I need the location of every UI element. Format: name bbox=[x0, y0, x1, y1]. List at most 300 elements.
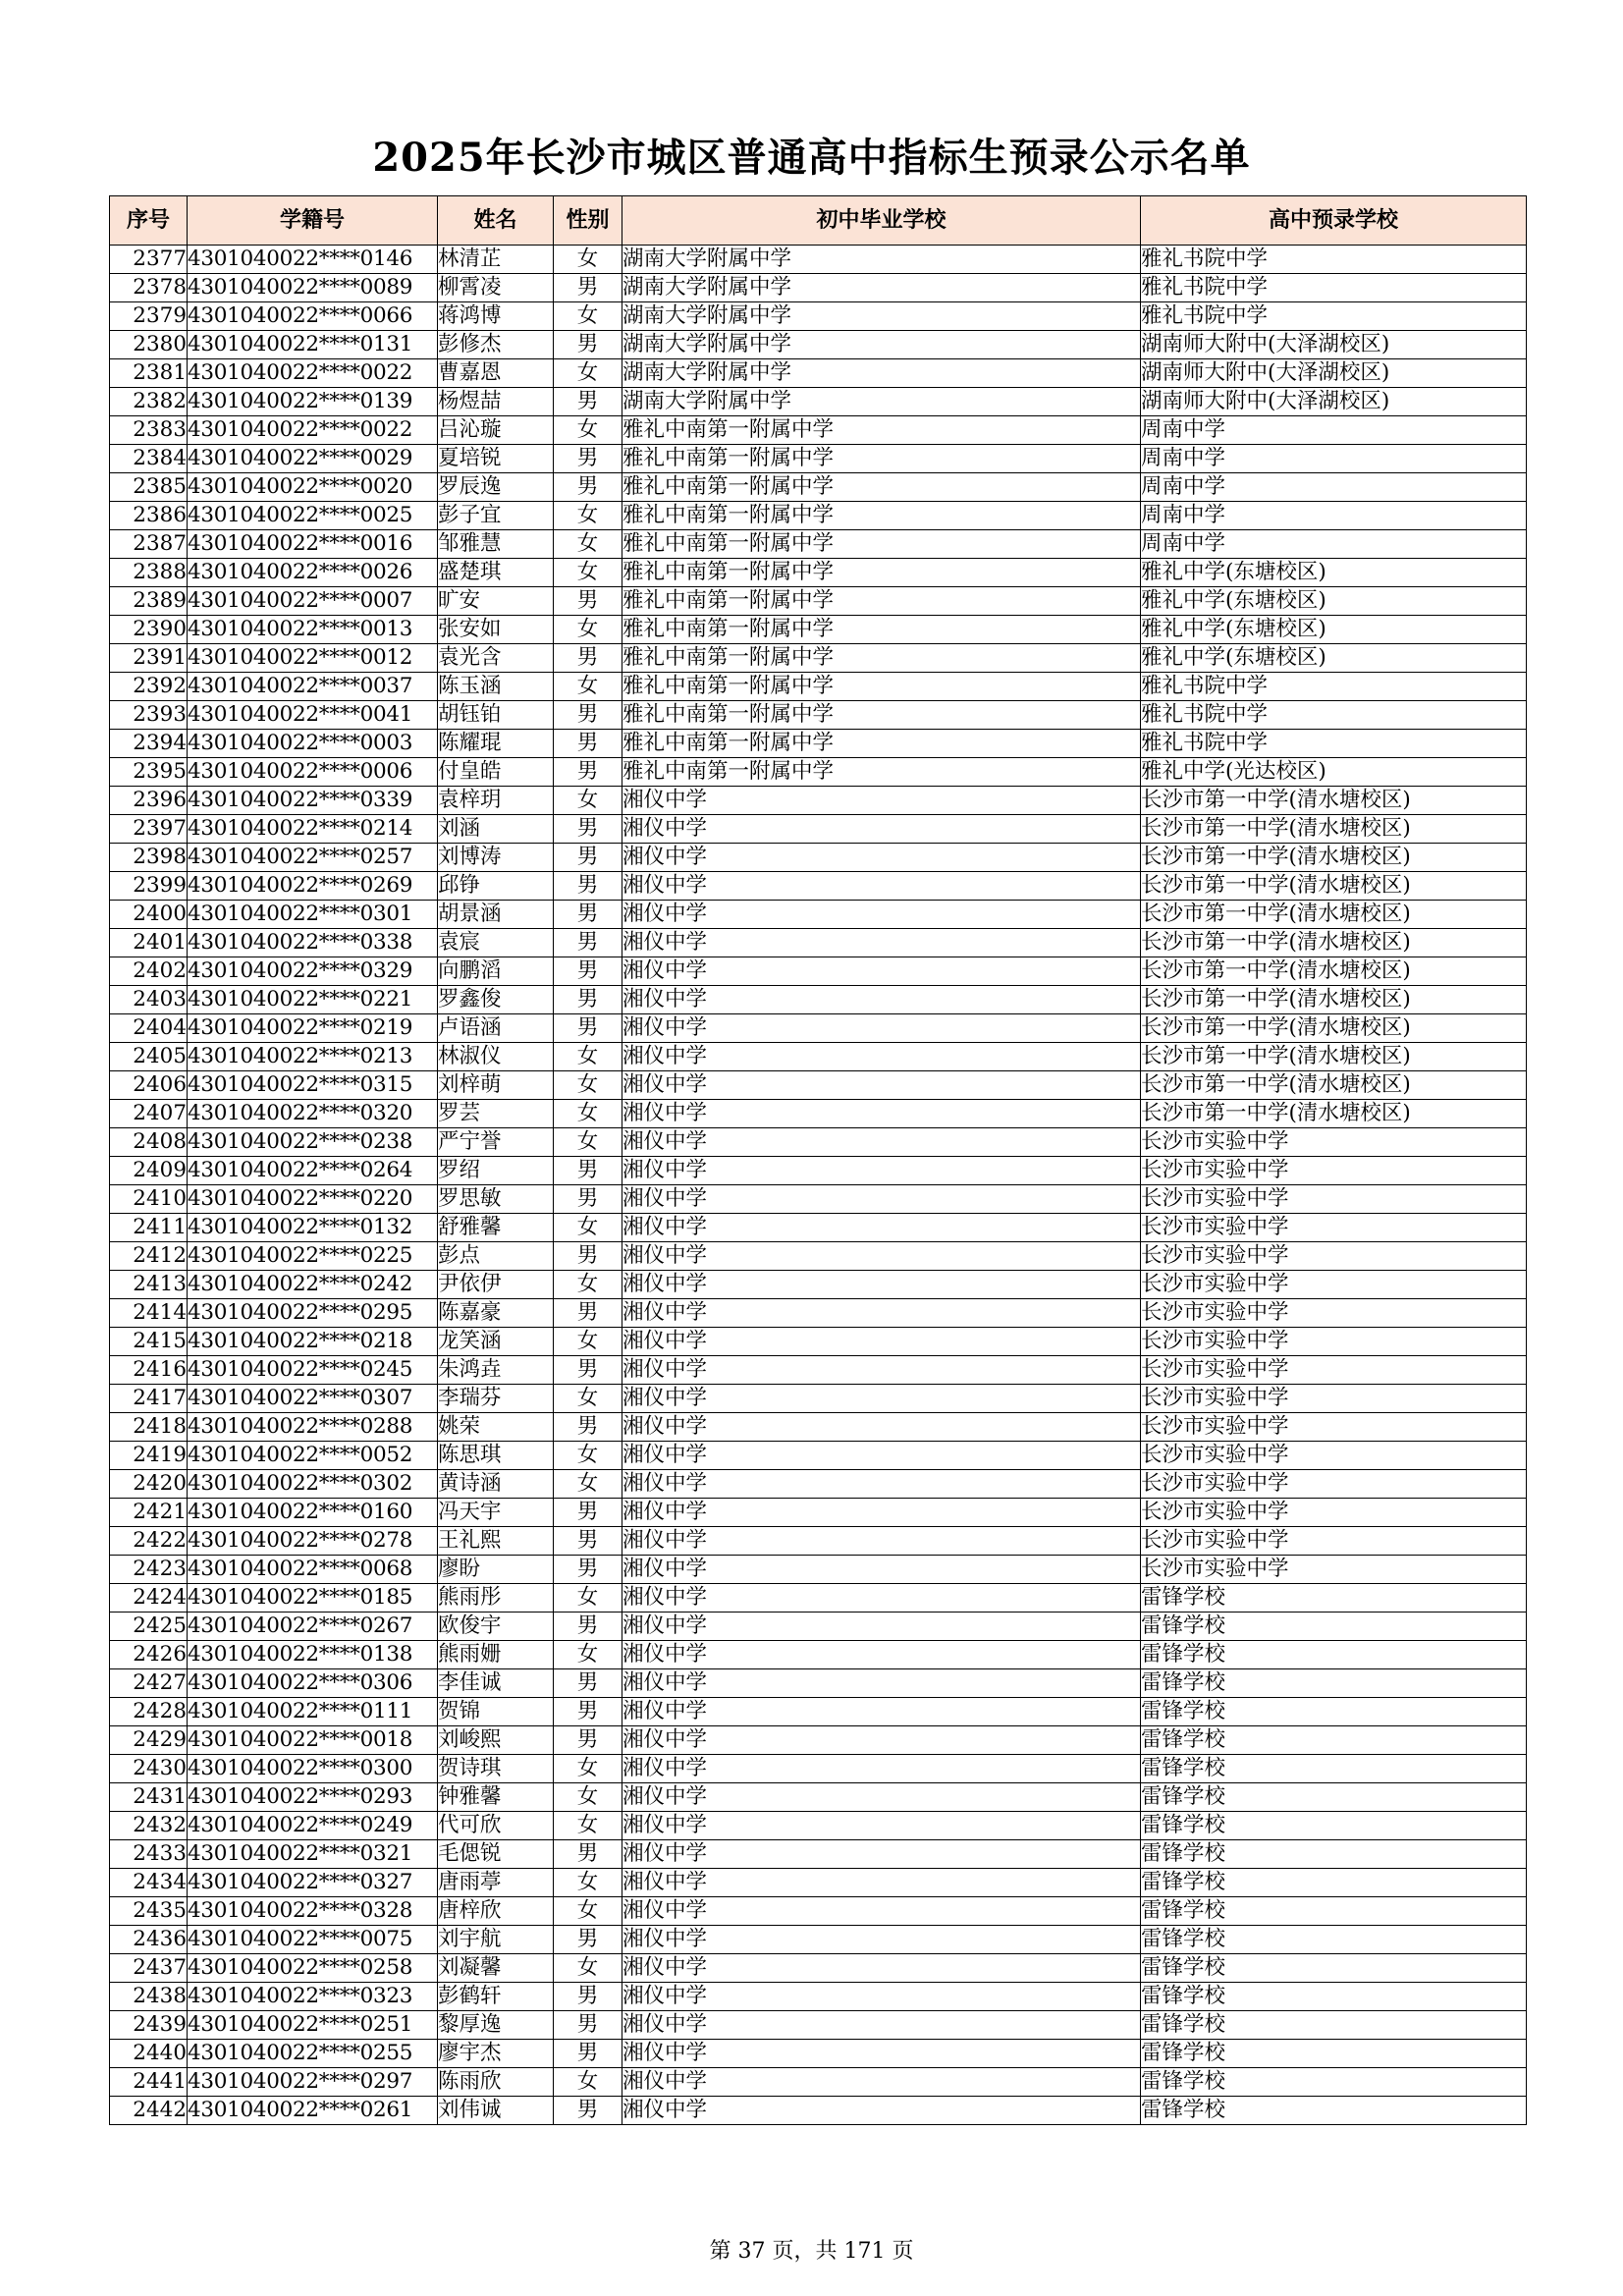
cell-student-id: 4301040022****0288 bbox=[188, 1413, 438, 1442]
cell-high-school: 长沙市第一中学(清水塘校区) bbox=[1141, 872, 1527, 901]
cell-gender: 女 bbox=[554, 1071, 622, 1100]
cell-student-id: 4301040022****0301 bbox=[188, 901, 438, 929]
cell-high-school: 雅礼中学(东塘校区) bbox=[1141, 587, 1527, 616]
cell-high-school: 雅礼中学(东塘校区) bbox=[1141, 616, 1527, 644]
cell-middle-school: 湘仪中学 bbox=[622, 1071, 1141, 1100]
cell-student-id: 4301040022****0339 bbox=[188, 787, 438, 815]
cell-middle-school: 湘仪中学 bbox=[622, 1926, 1141, 1954]
cell-seq: 2427 bbox=[110, 1669, 188, 1698]
cell-middle-school: 湘仪中学 bbox=[622, 1698, 1141, 1726]
table-row bbox=[110, 957, 1527, 986]
cell-name: 代可欣 bbox=[438, 1812, 554, 1840]
cell-name: 彭鹤轩 bbox=[438, 1983, 554, 2011]
cell-high-school: 周南中学 bbox=[1141, 416, 1527, 445]
cell-middle-school: 湖南大学附属中学 bbox=[622, 274, 1141, 302]
cell-gender: 女 bbox=[554, 1812, 622, 1840]
cell-high-school: 湖南师大附中(大泽湖校区) bbox=[1141, 359, 1527, 388]
cell-name: 胡钰铂 bbox=[438, 701, 554, 730]
table-row bbox=[110, 1071, 1527, 1100]
cell-name: 旷安 bbox=[438, 587, 554, 616]
table-row bbox=[110, 872, 1527, 901]
cell-gender: 女 bbox=[554, 1385, 622, 1413]
table-row bbox=[110, 644, 1527, 673]
cell-seq: 2392 bbox=[110, 673, 188, 701]
table-row bbox=[110, 616, 1527, 644]
cell-gender: 女 bbox=[554, 1641, 622, 1669]
cell-gender: 女 bbox=[554, 1897, 622, 1926]
cell-high-school: 周南中学 bbox=[1141, 530, 1527, 559]
cell-student-id: 4301040022****0307 bbox=[188, 1385, 438, 1413]
cell-high-school: 长沙市实验中学 bbox=[1141, 1499, 1527, 1527]
cell-gender: 男 bbox=[554, 2040, 622, 2068]
cell-seq: 2425 bbox=[110, 1613, 188, 1641]
cell-high-school: 雷锋学校 bbox=[1141, 1726, 1527, 1755]
cell-high-school: 雷锋学校 bbox=[1141, 1869, 1527, 1897]
table-row bbox=[110, 673, 1527, 701]
cell-seq: 2402 bbox=[110, 957, 188, 986]
table-row bbox=[110, 1499, 1527, 1527]
cell-middle-school: 雅礼中南第一附属中学 bbox=[622, 530, 1141, 559]
cell-gender: 女 bbox=[554, 1869, 622, 1897]
cell-high-school: 周南中学 bbox=[1141, 473, 1527, 502]
cell-high-school: 雅礼书院中学 bbox=[1141, 673, 1527, 701]
cell-high-school: 长沙市实验中学 bbox=[1141, 1128, 1527, 1157]
table-row bbox=[110, 1527, 1527, 1556]
cell-seq: 2430 bbox=[110, 1755, 188, 1783]
cell-name: 贺锦 bbox=[438, 1698, 554, 1726]
cell-student-id: 4301040022****0041 bbox=[188, 701, 438, 730]
cell-student-id: 4301040022****0213 bbox=[188, 1043, 438, 1071]
cell-name: 曹嘉恩 bbox=[438, 359, 554, 388]
cell-seq: 2416 bbox=[110, 1356, 188, 1385]
cell-high-school: 雷锋学校 bbox=[1141, 1584, 1527, 1613]
cell-middle-school: 雅礼中南第一附属中学 bbox=[622, 673, 1141, 701]
cell-high-school: 湖南师大附中(大泽湖校区) bbox=[1141, 388, 1527, 416]
cell-name: 刘梓萌 bbox=[438, 1071, 554, 1100]
cell-high-school: 长沙市实验中学 bbox=[1141, 1556, 1527, 1584]
cell-high-school: 长沙市第一中学(清水塘校区) bbox=[1141, 957, 1527, 986]
cell-student-id: 4301040022****0238 bbox=[188, 1128, 438, 1157]
cell-gender: 男 bbox=[554, 730, 622, 758]
cell-middle-school: 湖南大学附属中学 bbox=[622, 359, 1141, 388]
cell-middle-school: 湘仪中学 bbox=[622, 1641, 1141, 1669]
cell-student-id: 4301040022****0075 bbox=[188, 1926, 438, 1954]
column-header-middle-school: 初中毕业学校 bbox=[622, 196, 1141, 246]
cell-gender: 男 bbox=[554, 1413, 622, 1442]
cell-name: 黄诗涵 bbox=[438, 1470, 554, 1499]
cell-seq: 2405 bbox=[110, 1043, 188, 1071]
cell-seq: 2415 bbox=[110, 1328, 188, 1356]
cell-middle-school: 湘仪中学 bbox=[622, 1983, 1141, 2011]
cell-high-school: 雷锋学校 bbox=[1141, 1669, 1527, 1698]
cell-student-id: 4301040022****0146 bbox=[188, 246, 438, 274]
cell-student-id: 4301040022****0026 bbox=[188, 559, 438, 587]
cell-gender: 男 bbox=[554, 1014, 622, 1043]
cell-seq: 2426 bbox=[110, 1641, 188, 1669]
cell-name: 柳霄凌 bbox=[438, 274, 554, 302]
cell-high-school: 雅礼书院中学 bbox=[1141, 246, 1527, 274]
cell-middle-school: 湘仪中学 bbox=[622, 1584, 1141, 1613]
table-row bbox=[110, 274, 1527, 302]
cell-middle-school: 湘仪中学 bbox=[622, 1242, 1141, 1271]
table-row bbox=[110, 844, 1527, 872]
cell-name: 唐雨葶 bbox=[438, 1869, 554, 1897]
cell-seq: 2386 bbox=[110, 502, 188, 530]
cell-seq: 2408 bbox=[110, 1128, 188, 1157]
cell-middle-school: 湖南大学附属中学 bbox=[622, 246, 1141, 274]
cell-gender: 女 bbox=[554, 246, 622, 274]
cell-student-id: 4301040022****0214 bbox=[188, 815, 438, 844]
cell-gender: 女 bbox=[554, 1271, 622, 1299]
table-row bbox=[110, 2097, 1527, 2125]
cell-high-school: 长沙市第一中学(清水塘校区) bbox=[1141, 1100, 1527, 1128]
cell-student-id: 4301040022****0022 bbox=[188, 416, 438, 445]
cell-seq: 2403 bbox=[110, 986, 188, 1014]
cell-seq: 2388 bbox=[110, 559, 188, 587]
cell-name: 李佳诚 bbox=[438, 1669, 554, 1698]
column-header-seq: 序号 bbox=[110, 196, 188, 246]
cell-gender: 女 bbox=[554, 302, 622, 331]
cell-middle-school: 雅礼中南第一附属中学 bbox=[622, 701, 1141, 730]
column-header-student-id: 学籍号 bbox=[188, 196, 438, 246]
cell-high-school: 长沙市实验中学 bbox=[1141, 1413, 1527, 1442]
cell-gender: 女 bbox=[554, 1442, 622, 1470]
cell-student-id: 4301040022****0013 bbox=[188, 616, 438, 644]
cell-name: 邹雅慧 bbox=[438, 530, 554, 559]
cell-name: 蒋鸿博 bbox=[438, 302, 554, 331]
table-row bbox=[110, 1869, 1527, 1897]
cell-middle-school: 雅礼中南第一附属中学 bbox=[622, 559, 1141, 587]
cell-middle-school: 湘仪中学 bbox=[622, 1840, 1141, 1869]
cell-seq: 2393 bbox=[110, 701, 188, 730]
cell-seq: 2412 bbox=[110, 1242, 188, 1271]
cell-student-id: 4301040022****0029 bbox=[188, 445, 438, 473]
cell-student-id: 4301040022****0295 bbox=[188, 1299, 438, 1328]
table-row bbox=[110, 388, 1527, 416]
cell-high-school: 长沙市第一中学(清水塘校区) bbox=[1141, 815, 1527, 844]
cell-student-id: 4301040022****0225 bbox=[188, 1242, 438, 1271]
cell-high-school: 长沙市实验中学 bbox=[1141, 1271, 1527, 1299]
cell-seq: 2414 bbox=[110, 1299, 188, 1328]
cell-middle-school: 雅礼中南第一附属中学 bbox=[622, 502, 1141, 530]
cell-high-school: 雷锋学校 bbox=[1141, 2068, 1527, 2097]
cell-high-school: 长沙市实验中学 bbox=[1141, 1442, 1527, 1470]
cell-gender: 女 bbox=[554, 1043, 622, 1071]
cell-high-school: 雷锋学校 bbox=[1141, 1926, 1527, 1954]
cell-student-id: 4301040022****0328 bbox=[188, 1897, 438, 1926]
cell-student-id: 4301040022****0327 bbox=[188, 1869, 438, 1897]
table-row bbox=[110, 1356, 1527, 1385]
cell-seq: 2421 bbox=[110, 1499, 188, 1527]
cell-name: 毛偲锐 bbox=[438, 1840, 554, 1869]
table-row bbox=[110, 1157, 1527, 1185]
cell-high-school: 周南中学 bbox=[1141, 445, 1527, 473]
cell-name: 刘涵 bbox=[438, 815, 554, 844]
cell-gender: 男 bbox=[554, 872, 622, 901]
cell-middle-school: 湘仪中学 bbox=[622, 2097, 1141, 2125]
cell-gender: 男 bbox=[554, 1726, 622, 1755]
cell-middle-school: 湘仪中学 bbox=[622, 957, 1141, 986]
roster-table bbox=[109, 195, 1527, 2125]
cell-high-school: 雷锋学校 bbox=[1141, 2040, 1527, 2068]
cell-name: 廖宇杰 bbox=[438, 2040, 554, 2068]
cell-student-id: 4301040022****0020 bbox=[188, 473, 438, 502]
cell-high-school: 雷锋学校 bbox=[1141, 1954, 1527, 1983]
cell-seq: 2398 bbox=[110, 844, 188, 872]
cell-high-school: 雷锋学校 bbox=[1141, 1983, 1527, 2011]
cell-seq: 2432 bbox=[110, 1812, 188, 1840]
cell-student-id: 4301040022****0016 bbox=[188, 530, 438, 559]
cell-middle-school: 湘仪中学 bbox=[622, 1897, 1141, 1926]
cell-student-id: 4301040022****0323 bbox=[188, 1983, 438, 2011]
cell-gender: 男 bbox=[554, 815, 622, 844]
cell-middle-school: 湘仪中学 bbox=[622, 1869, 1141, 1897]
table-row bbox=[110, 1755, 1527, 1783]
cell-high-school: 雅礼中学(光达校区) bbox=[1141, 758, 1527, 787]
cell-student-id: 4301040022****0006 bbox=[188, 758, 438, 787]
cell-gender: 女 bbox=[554, 787, 622, 815]
cell-name: 付皇皓 bbox=[438, 758, 554, 787]
cell-middle-school: 湘仪中学 bbox=[622, 1726, 1141, 1755]
cell-gender: 男 bbox=[554, 1356, 622, 1385]
cell-gender: 女 bbox=[554, 1954, 622, 1983]
cell-seq: 2399 bbox=[110, 872, 188, 901]
cell-middle-school: 湖南大学附属中学 bbox=[622, 302, 1141, 331]
cell-student-id: 4301040022****0007 bbox=[188, 587, 438, 616]
cell-seq: 2437 bbox=[110, 1954, 188, 1983]
cell-name: 王礼熙 bbox=[438, 1527, 554, 1556]
cell-high-school: 长沙市实验中学 bbox=[1141, 1356, 1527, 1385]
cell-middle-school: 湘仪中学 bbox=[622, 1214, 1141, 1242]
cell-high-school: 雅礼中学(东塘校区) bbox=[1141, 644, 1527, 673]
cell-name: 陈雨欣 bbox=[438, 2068, 554, 2097]
cell-gender: 女 bbox=[554, 616, 622, 644]
cell-name: 卢语涵 bbox=[438, 1014, 554, 1043]
table-row bbox=[110, 502, 1527, 530]
cell-name: 邱铮 bbox=[438, 872, 554, 901]
table-row bbox=[110, 901, 1527, 929]
cell-student-id: 4301040022****0018 bbox=[188, 1726, 438, 1755]
table-body bbox=[110, 246, 1527, 2125]
cell-seq: 2394 bbox=[110, 730, 188, 758]
table-row bbox=[110, 758, 1527, 787]
cell-name: 熊雨彤 bbox=[438, 1584, 554, 1613]
cell-gender: 男 bbox=[554, 929, 622, 957]
cell-gender: 男 bbox=[554, 587, 622, 616]
cell-gender: 女 bbox=[554, 2068, 622, 2097]
cell-student-id: 4301040022****0052 bbox=[188, 1442, 438, 1470]
cell-high-school: 长沙市实验中学 bbox=[1141, 1214, 1527, 1242]
table-row bbox=[110, 1812, 1527, 1840]
cell-high-school: 长沙市实验中学 bbox=[1141, 1328, 1527, 1356]
cell-student-id: 4301040022****0139 bbox=[188, 388, 438, 416]
table-row bbox=[110, 1613, 1527, 1641]
cell-name: 林清芷 bbox=[438, 246, 554, 274]
cell-middle-school: 湘仪中学 bbox=[622, 1413, 1141, 1442]
cell-seq: 2441 bbox=[110, 2068, 188, 2097]
cell-gender: 男 bbox=[554, 1926, 622, 1954]
table-row bbox=[110, 530, 1527, 559]
cell-high-school: 雷锋学校 bbox=[1141, 1755, 1527, 1783]
cell-high-school: 雷锋学校 bbox=[1141, 1641, 1527, 1669]
cell-seq: 2406 bbox=[110, 1071, 188, 1100]
cell-student-id: 4301040022****0160 bbox=[188, 1499, 438, 1527]
table-header bbox=[110, 196, 1527, 246]
cell-gender: 男 bbox=[554, 2097, 622, 2125]
column-header-name: 姓名 bbox=[438, 196, 554, 246]
column-header-gender: 性别 bbox=[554, 196, 622, 246]
cell-seq: 2413 bbox=[110, 1271, 188, 1299]
cell-name: 钟雅馨 bbox=[438, 1783, 554, 1812]
table-row bbox=[110, 1442, 1527, 1470]
cell-name: 罗芸 bbox=[438, 1100, 554, 1128]
table-row bbox=[110, 1926, 1527, 1954]
cell-student-id: 4301040022****0338 bbox=[188, 929, 438, 957]
header-row bbox=[110, 196, 1527, 246]
table-row bbox=[110, 701, 1527, 730]
cell-middle-school: 湘仪中学 bbox=[622, 901, 1141, 929]
cell-seq: 2397 bbox=[110, 815, 188, 844]
cell-name: 严宁誉 bbox=[438, 1128, 554, 1157]
cell-gender: 男 bbox=[554, 844, 622, 872]
cell-high-school: 雷锋学校 bbox=[1141, 1840, 1527, 1869]
cell-name: 李瑞芬 bbox=[438, 1385, 554, 1413]
cell-name: 袁宸 bbox=[438, 929, 554, 957]
cell-middle-school: 雅礼中南第一附属中学 bbox=[622, 730, 1141, 758]
cell-high-school: 雷锋学校 bbox=[1141, 2011, 1527, 2040]
table-row bbox=[110, 2040, 1527, 2068]
cell-seq: 2387 bbox=[110, 530, 188, 559]
cell-gender: 女 bbox=[554, 673, 622, 701]
cell-gender: 男 bbox=[554, 644, 622, 673]
cell-student-id: 4301040022****0264 bbox=[188, 1157, 438, 1185]
cell-high-school: 长沙市实验中学 bbox=[1141, 1470, 1527, 1499]
cell-student-id: 4301040022****0293 bbox=[188, 1783, 438, 1812]
cell-student-id: 4301040022****0321 bbox=[188, 1840, 438, 1869]
cell-student-id: 4301040022****0320 bbox=[188, 1100, 438, 1128]
cell-name: 尹依伊 bbox=[438, 1271, 554, 1299]
cell-seq: 2380 bbox=[110, 331, 188, 359]
cell-seq: 2431 bbox=[110, 1783, 188, 1812]
cell-name: 彭点 bbox=[438, 1242, 554, 1271]
cell-high-school: 长沙市第一中学(清水塘校区) bbox=[1141, 844, 1527, 872]
cell-seq: 2410 bbox=[110, 1185, 188, 1214]
cell-name: 彭修杰 bbox=[438, 331, 554, 359]
cell-seq: 2435 bbox=[110, 1897, 188, 1926]
cell-student-id: 4301040022****0066 bbox=[188, 302, 438, 331]
cell-seq: 2385 bbox=[110, 473, 188, 502]
cell-gender: 男 bbox=[554, 758, 622, 787]
cell-gender: 男 bbox=[554, 473, 622, 502]
cell-student-id: 4301040022****0269 bbox=[188, 872, 438, 901]
cell-gender: 男 bbox=[554, 1983, 622, 2011]
cell-middle-school: 雅礼中南第一附属中学 bbox=[622, 445, 1141, 473]
cell-middle-school: 湘仪中学 bbox=[622, 1669, 1141, 1698]
cell-middle-school: 湘仪中学 bbox=[622, 1783, 1141, 1812]
cell-student-id: 4301040022****0221 bbox=[188, 986, 438, 1014]
table-row bbox=[110, 1299, 1527, 1328]
cell-name: 朱鸿垚 bbox=[438, 1356, 554, 1385]
cell-student-id: 4301040022****0258 bbox=[188, 1954, 438, 1983]
cell-seq: 2395 bbox=[110, 758, 188, 787]
cell-student-id: 4301040022****0278 bbox=[188, 1527, 438, 1556]
cell-name: 陈耀琨 bbox=[438, 730, 554, 758]
cell-middle-school: 雅礼中南第一附属中学 bbox=[622, 758, 1141, 787]
cell-seq: 2420 bbox=[110, 1470, 188, 1499]
cell-student-id: 4301040022****0315 bbox=[188, 1071, 438, 1100]
cell-student-id: 4301040022****0329 bbox=[188, 957, 438, 986]
cell-gender: 女 bbox=[554, 1328, 622, 1356]
cell-seq: 2429 bbox=[110, 1726, 188, 1755]
cell-name: 唐梓欣 bbox=[438, 1897, 554, 1926]
cell-high-school: 雷锋学校 bbox=[1141, 1783, 1527, 1812]
table-row bbox=[110, 559, 1527, 587]
cell-seq: 2381 bbox=[110, 359, 188, 388]
cell-middle-school: 湘仪中学 bbox=[622, 1328, 1141, 1356]
cell-middle-school: 雅礼中南第一附属中学 bbox=[622, 644, 1141, 673]
cell-middle-school: 湘仪中学 bbox=[622, 1527, 1141, 1556]
cell-seq: 2418 bbox=[110, 1413, 188, 1442]
cell-high-school: 长沙市第一中学(清水塘校区) bbox=[1141, 1043, 1527, 1071]
table-row bbox=[110, 1983, 1527, 2011]
table-row bbox=[110, 2011, 1527, 2040]
cell-seq: 2409 bbox=[110, 1157, 188, 1185]
cell-name: 廖盼 bbox=[438, 1556, 554, 1584]
table-row bbox=[110, 246, 1527, 274]
cell-middle-school: 湘仪中学 bbox=[622, 1755, 1141, 1783]
table-row bbox=[110, 1385, 1527, 1413]
cell-gender: 男 bbox=[554, 1242, 622, 1271]
cell-name: 欧俊宇 bbox=[438, 1613, 554, 1641]
cell-name: 罗鑫俊 bbox=[438, 986, 554, 1014]
cell-high-school: 雅礼书院中学 bbox=[1141, 274, 1527, 302]
table-row bbox=[110, 1556, 1527, 1584]
cell-high-school: 湖南师大附中(大泽湖校区) bbox=[1141, 331, 1527, 359]
table-row bbox=[110, 1214, 1527, 1242]
cell-middle-school: 湘仪中学 bbox=[622, 1271, 1141, 1299]
cell-name: 胡景涵 bbox=[438, 901, 554, 929]
cell-middle-school: 湘仪中学 bbox=[622, 1442, 1141, 1470]
cell-student-id: 4301040022****0138 bbox=[188, 1641, 438, 1669]
cell-seq: 2411 bbox=[110, 1214, 188, 1242]
table-row bbox=[110, 1840, 1527, 1869]
cell-middle-school: 湘仪中学 bbox=[622, 1157, 1141, 1185]
cell-high-school: 周南中学 bbox=[1141, 502, 1527, 530]
cell-middle-school: 湘仪中学 bbox=[622, 986, 1141, 1014]
cell-gender: 男 bbox=[554, 331, 622, 359]
cell-student-id: 4301040022****0302 bbox=[188, 1470, 438, 1499]
cell-seq: 2382 bbox=[110, 388, 188, 416]
table-row bbox=[110, 416, 1527, 445]
cell-gender: 男 bbox=[554, 701, 622, 730]
cell-student-id: 4301040022****0132 bbox=[188, 1214, 438, 1242]
cell-student-id: 4301040022****0131 bbox=[188, 331, 438, 359]
cell-student-id: 4301040022****0219 bbox=[188, 1014, 438, 1043]
cell-high-school: 长沙市实验中学 bbox=[1141, 1527, 1527, 1556]
cell-middle-school: 湘仪中学 bbox=[622, 1812, 1141, 1840]
cell-gender: 男 bbox=[554, 1499, 622, 1527]
cell-name: 刘伟诚 bbox=[438, 2097, 554, 2125]
cell-name: 张安如 bbox=[438, 616, 554, 644]
table-row bbox=[110, 730, 1527, 758]
cell-high-school: 雷锋学校 bbox=[1141, 1698, 1527, 1726]
cell-seq: 2389 bbox=[110, 587, 188, 616]
cell-middle-school: 湘仪中学 bbox=[622, 1385, 1141, 1413]
cell-gender: 男 bbox=[554, 1613, 622, 1641]
table-row bbox=[110, 1669, 1527, 1698]
cell-gender: 男 bbox=[554, 445, 622, 473]
cell-seq: 2436 bbox=[110, 1926, 188, 1954]
